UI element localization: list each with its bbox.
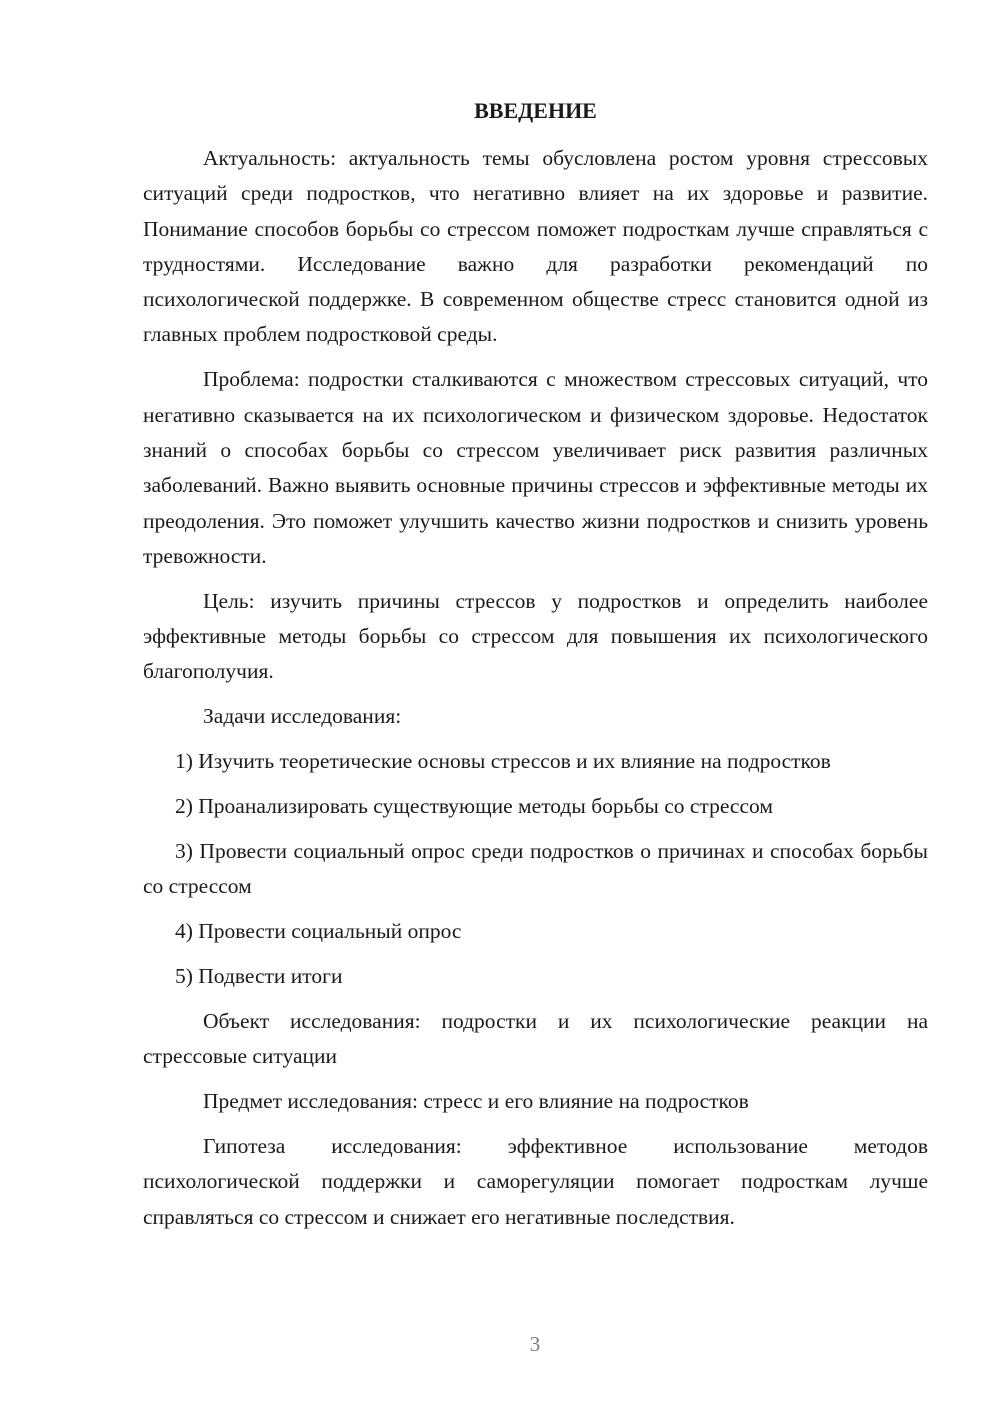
- paragraph-goal: Цель: изучить причины стрессов у подростков и определить наиболее эффективные методы борьбы со стрессом для повышения их психологического благополучия.: [143, 588, 928, 684]
- task-item: 2) Проанализировать существующие методы борьбы со стрессом: [175, 794, 773, 819]
- task-item: 3) Провести социальный опрос среди подростков о причинах и способах борьбы со стрессом: [143, 838, 928, 899]
- paragraph-hypothesis: Гипотеза исследования: эффективное использование методов психологической поддержки и саморегуляции помогает подросткам лучше справляться со стрессом и снижает его негативные последствия.: [143, 1133, 928, 1229]
- page-title: ВВЕДЕНИЕ: [474, 98, 597, 123]
- page-number: 3: [529, 1332, 541, 1356]
- task-item: 4) Провести социальный опрос: [175, 919, 462, 944]
- paragraph-relevance: Актуальность: актуальность темы обусловлена ростом уровня стрессовых ситуаций среди подростков, что негативно влияет на их здоровье и развитие. Понимание способов борьбы со стрессом поможет подросткам лучше справляться с трудностями. Исследование важно для разработки рекомендаций по психологической поддержке. В современном обществе стресс становится одной из главных проблем подростковой среды.: [143, 146, 928, 347]
- task-item: 5) Подвести итоги: [175, 963, 343, 988]
- task-item: 1) Изучить теоретические основы стрессов и их влияние на подростков: [175, 749, 831, 774]
- paragraph-object: Объект исследования: подростки и их психологические реакции на стрессовые ситуации: [143, 1008, 928, 1069]
- paragraph-problem: Проблема: подростки сталкиваются с множеством стрессовых ситуаций, что негативно сказывается на их психологическом и физическом здоровье. Недостаток знаний о способах борьбы со стрессом увеличивает риск развития различных заболеваний. Важно выявить основные причины стрессов и эффективные методы их преодоления. Это поможет улучшить качество жизни подростков и снизить уровень тревожности.: [143, 367, 928, 568]
- paragraph-subject: Предмет исследования: стресс и его влияние на подростков: [203, 1089, 749, 1114]
- paragraph-tasks-heading: Задачи исследования:: [203, 704, 402, 729]
- page-content: [143, 93, 928, 1244]
